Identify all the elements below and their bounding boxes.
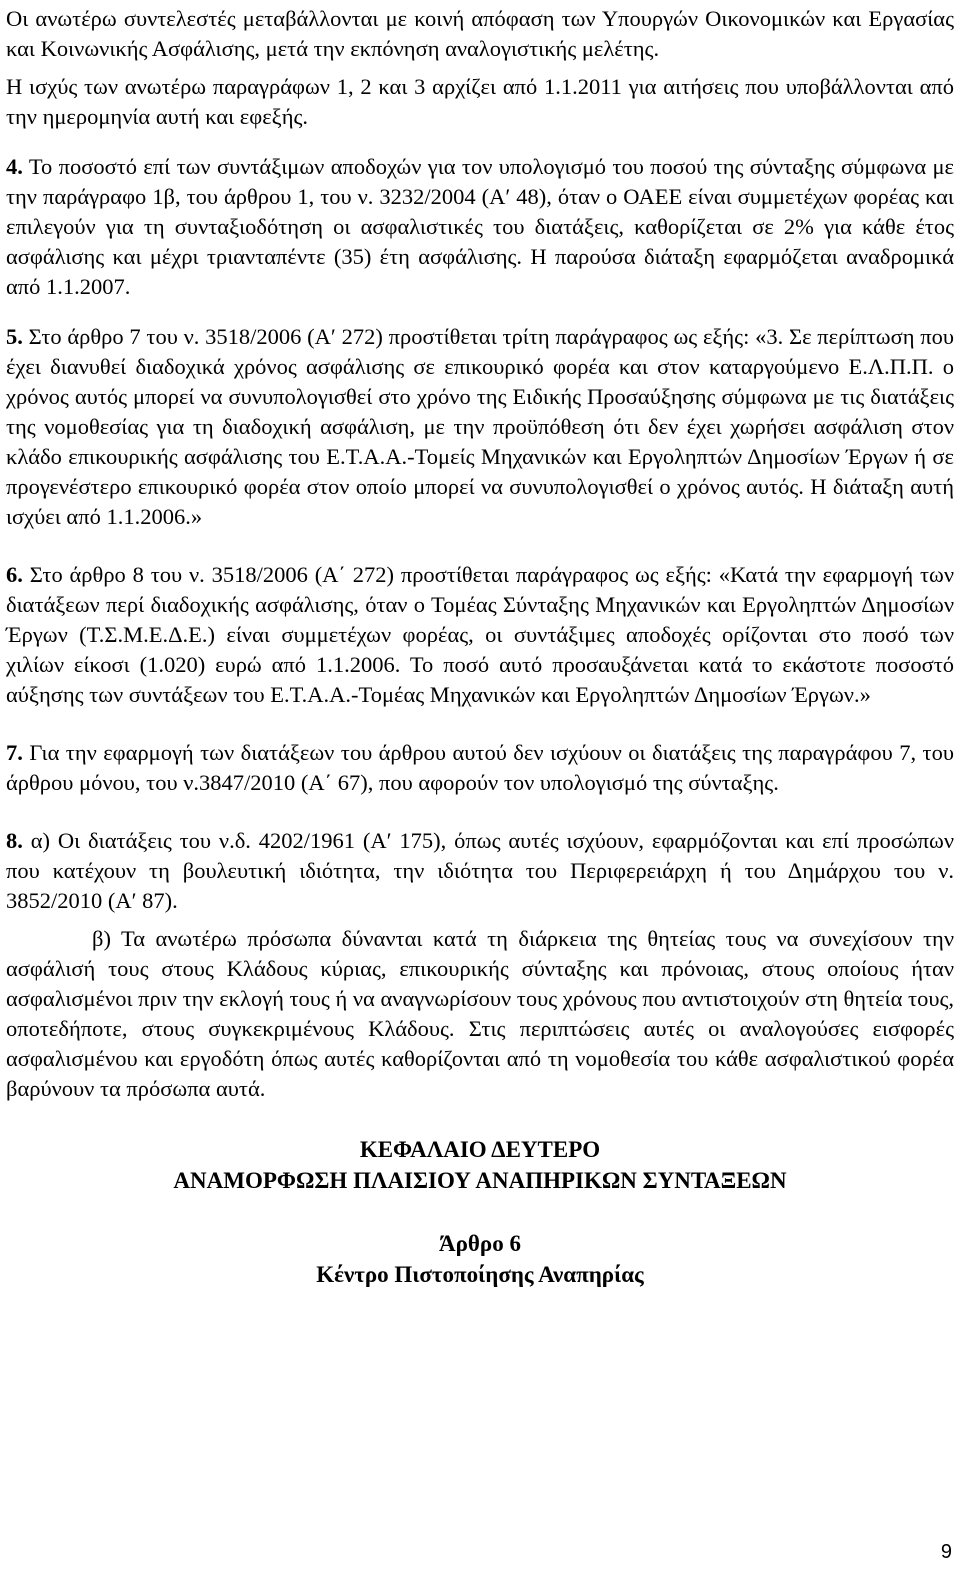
article-label: Άρθρο 6 [439,1231,521,1256]
item-text: α) Οι διατάξεις του ν.δ. 4202/1961 (Α′ 175), όπως αυτές ισχύουν, εφαρμόζονται και επί προσώπων που κατέχουν τη βουλευτική ιδιότητα, την ιδιότητα του Περιφερειάρχη ή του Δημάρχου του ν. 3852/2010 (Α′ 87). [6,828,954,913]
document-page [6,4,954,1290]
paragraph-item-7 [6,738,954,798]
article-title: Κέντρο Πιστοποίησης Αναπηρίας [316,1262,644,1287]
chapter-label: ΚΕΦΑΛΑΙΟ ΔΕΥΤΕΡΟ [359,1137,601,1162]
item-number: 8. [6,828,23,853]
paragraph-coefficients: Οι ανωτέρω συντελεστές μεταβάλλονται με κοινή απόφαση των Υπουργών Οικονομικών και Εργασίας και Κοινωνικής Ασφάλισης, μετά την εκπόνηση αναλογιστικής μελέτης. [6,6,954,61]
paragraph-item-4 [6,152,954,302]
paragraph-item-8b: β) Τα ανωτέρω πρόσωπα δύνανται κατά τη διάρκεια της θητείας τους να συνεχίσουν την ασφάλισή τους στους Κλάδους κύριας, επικουρικής σύνταξης και πρόνοιας, στους οποίους ήταν ασφαλισμένοι πριν την εκλογή τους ή να αναγνωρίσουν τους χρόνους που αντιστοιχούν στη θητεία τους, οποτεδήποτε, στους συγκεκριμένους Κλάδους. Στις περιπτώσεις αυτές οι αναλογούσες εισφορές ασφαλισμένου και εργοδότη όπως αυτές καθορίζονται από τη νομοθεσία του κάθε ασφαλιστικού φορέα βαρύνουν τα πρόσωπα αυτά. [6,926,954,1101]
chapter-heading [6,1134,954,1196]
paragraph-item-8 [6,826,954,916]
article-heading [6,1228,954,1290]
page-number: 9 [940,1541,952,1563]
paragraph-validity: Η ισχύς των ανωτέρω παραγράφων 1, 2 και 3 αρχίζει από 1.1.2011 για αιτήσεις που υποβάλλονται από την ημερομηνία αυτή και εφεξής. [6,74,954,129]
item-number: 5. [6,324,23,349]
item-number: 7. [6,740,23,765]
paragraph-item-5 [6,322,954,532]
item-text: Στο άρθρο 7 του ν. 3518/2006 (Α′ 272) προστίθεται τρίτη παράγραφος ως εξής: «3. Σε περίπτωση που έχει διανυθεί διαδοχικά χρόνος ασφάλισης σε επικουρικό φορέα και στον καταργούμενο Ε.Λ.Π.Π. ο χρόνος αυτός μπορεί να συνυπολογισθεί στο χρόνο της Ειδικής Προσαύξησης σύμφωνα με τις διατάξεις της νομοθεσίας για τη διαδοχική ασφάλιση, με την προϋπόθεση ότι δεν έχει χωρήσει ασφάλιση στον κλάδο επικουρικής ασφάλισης του Ε.Τ.Α.Α.-Τομείς Μηχανικών και Εργοληπτών Δημοσίων Έργων ή σε προγενέστερο επικουρικό φορέα στον οποίο μπορεί να συνυπολογισθεί ο χρόνος αυτός. Η διάταξη αυτή ισχύει από 1.1.2006.» [6,324,954,529]
item-text: Το ποσοστό επί των συντάξιμων αποδοχών για τον υπολογισμό του ποσού της σύνταξης σύμφωνα με την παράγραφο 1β, του άρθρου 1, του ν. 3232/2004 (Α′ 48), όταν ο ΟΑΕΕ είναι συμμετέχων φορέας και επιλεγούν για τη συνταξιοδότηση οι ασφαλιστικές του διατάξεις, καθορίζεται σε 2% για κάθε έτος ασφάλισης και μέχρι τριανταπέντε (35) έτη ασφάλισης. Η παρούσα διάταξη εφαρμόζεται αναδρομικά από 1.1.2007. [6,154,954,299]
item-text: Για την εφαρμογή των διατάξεων του άρθρου αυτού δεν ισχύουν οι διατάξεις της παραγράφου 7, του άρθρου μόνου, του ν.3847/2010 (Α΄ 67), που αφορούν τον υπολογισμό της σύνταξης. [6,740,954,795]
paragraph-item-6 [6,560,954,710]
chapter-title: ΑΝΑΜΟΡΦΩΣΗ ΠΛΑΙΣΙΟΥ ΑΝΑΠΗΡΙΚΩΝ ΣΥΝΤΑΞΕΩΝ [173,1168,787,1193]
item-text: Στο άρθρο 8 του ν. 3518/2006 (Α΄ 272) προστίθεται παράγραφος ως εξής: «Κατά την εφαρμογή των διατάξεων περί διαδοχικής ασφάλισης, όταν ο Τομέας Σύνταξης Μηχανικών και Εργοληπτών Δημοσίων Έργων (Τ.Σ.Μ.Ε.Δ.Ε.) είναι συμμετέχων φορέας, οι συντάξιμες αποδοχές ορίζονται στο ποσό των χιλίων είκοσι (1.020) ευρώ από 1.1.2006. Το ποσό αυτό προσαυξάνεται κατά το εκάστοτε ποσοστό αύξησης των συντάξεων του Ε.Τ.Α.Α.-Τομέας Μηχανικών και Εργοληπτών Δημοσίων Έργων.» [6,562,954,707]
item-number: 6. [6,562,23,587]
item-number: 4. [6,154,23,179]
